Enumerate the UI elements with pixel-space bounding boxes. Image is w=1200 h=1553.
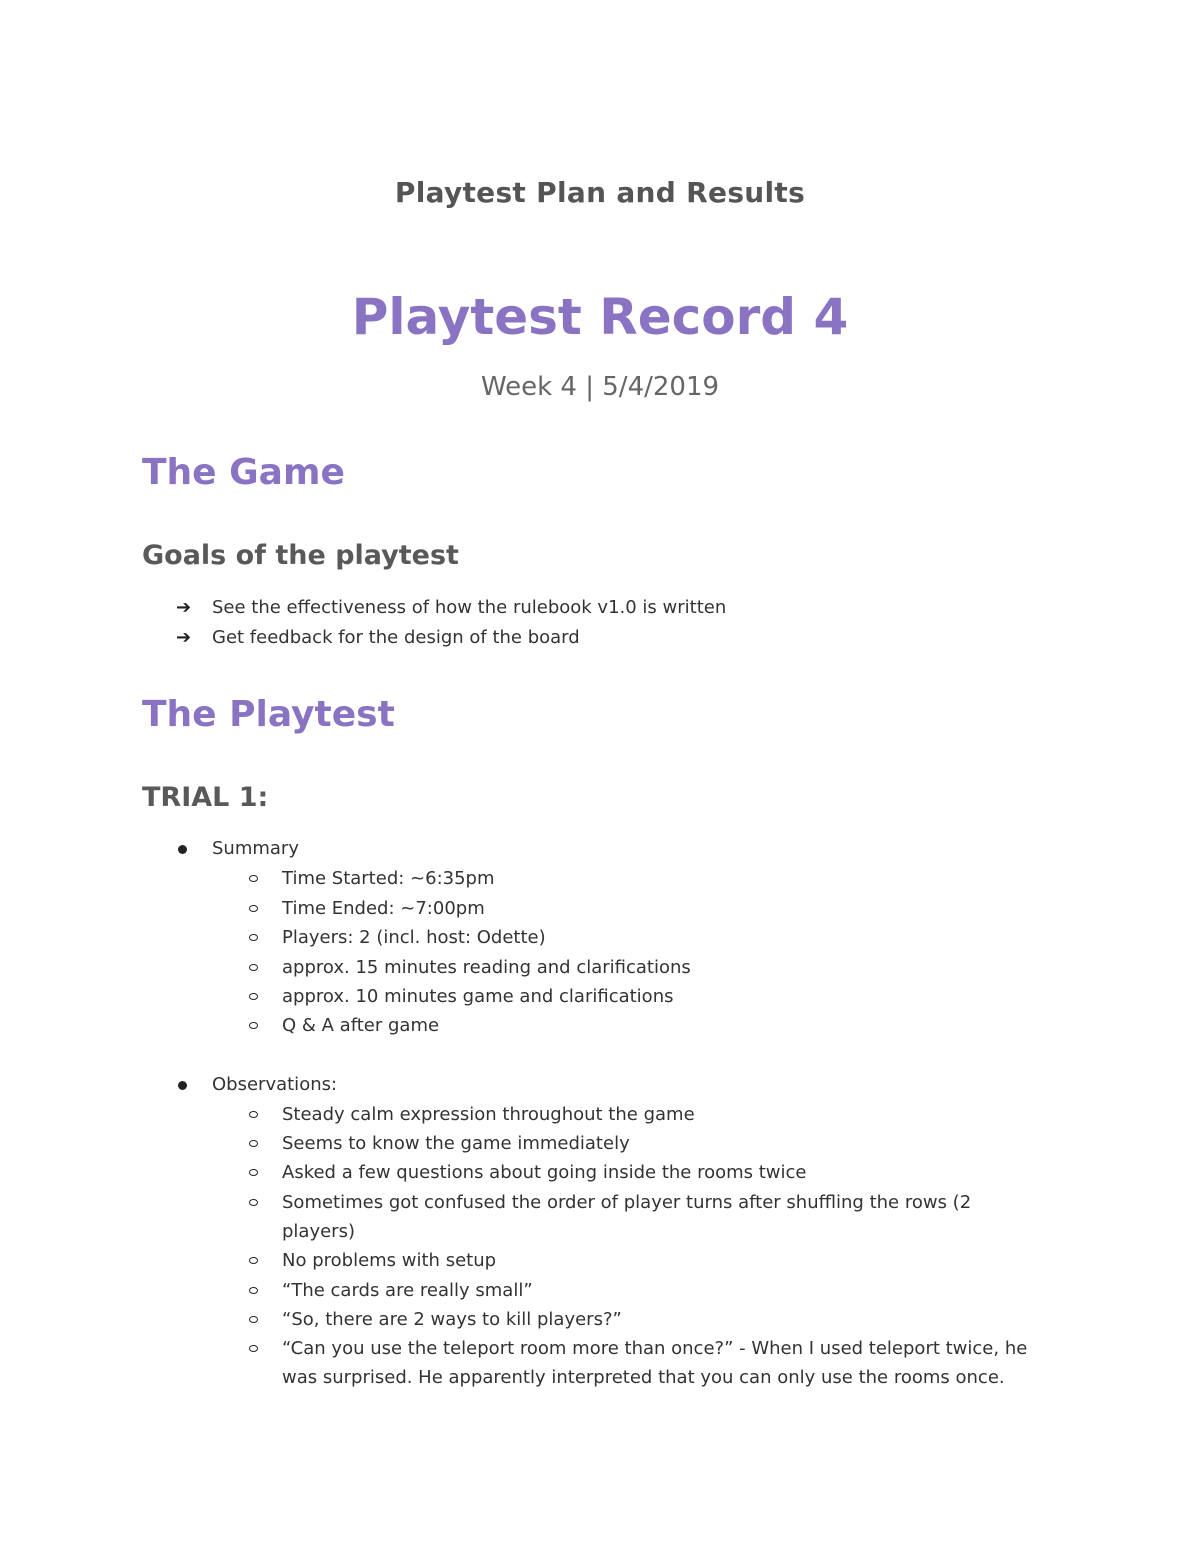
document-title: Playtest Record 4 xyxy=(351,288,849,346)
summary-item: approx. 15 minutes reading and clarifications xyxy=(282,957,691,978)
hollow-circle-bullet-icon xyxy=(249,993,258,1000)
goal-item: See the effectiveness of how the rulebook v1.0 is written xyxy=(212,597,727,618)
observation-item-continuation: was surprised. He apparently interpreted that you can only use the rooms once. xyxy=(282,1367,1005,1388)
filled-bullet-icon xyxy=(178,845,187,854)
hollow-circle-bullet-icon xyxy=(249,1257,258,1264)
hollow-circle-bullet-icon xyxy=(249,1022,258,1029)
hollow-circle-bullet-icon xyxy=(249,1345,258,1352)
observation-item: Sometimes got confused the order of player turns after shuffling the rows (2 xyxy=(282,1192,972,1213)
filled-bullet-icon xyxy=(178,1081,187,1090)
section-heading-game: The Game xyxy=(142,452,345,493)
hollow-circle-bullet-icon xyxy=(249,1316,258,1323)
section-heading-playtest: The Playtest xyxy=(142,694,395,735)
header-title: Playtest Plan and Results xyxy=(394,176,806,209)
arrow-right-icon: ➔ xyxy=(176,597,192,618)
hollow-circle-bullet-icon xyxy=(249,964,258,971)
observations-label: Observations: xyxy=(212,1074,338,1095)
summary-item: Time Ended: ~7:00pm xyxy=(282,898,485,919)
summary-label: Summary xyxy=(212,838,299,859)
observation-item: Seems to know the game immediately xyxy=(282,1133,630,1154)
summary-item: Q & A after game xyxy=(282,1015,440,1036)
trial-heading: TRIAL 1: xyxy=(142,782,269,813)
summary-item: approx. 10 minutes game and clarifications xyxy=(282,986,674,1007)
hollow-circle-bullet-icon xyxy=(249,1140,258,1147)
hollow-circle-bullet-icon xyxy=(249,1169,258,1176)
observation-item-continuation: players) xyxy=(282,1221,355,1242)
hollow-circle-bullet-icon xyxy=(249,1199,258,1206)
observation-item: No problems with setup xyxy=(282,1250,497,1271)
arrow-right-icon: ➔ xyxy=(176,627,192,648)
hollow-circle-bullet-icon xyxy=(249,875,258,882)
summary-item: Time Started: ~6:35pm xyxy=(282,868,495,889)
summary-item: Players: 2 (incl. host: Odette) xyxy=(282,927,546,948)
observation-item: Asked a few questions about going inside the rooms twice xyxy=(282,1162,807,1183)
document-subtitle: Week 4 | 5/4/2019 xyxy=(480,372,720,402)
hollow-circle-bullet-icon xyxy=(249,934,258,941)
goal-item: Get feedback for the design of the board xyxy=(212,627,580,648)
observation-item: “The cards are really small” xyxy=(282,1280,533,1301)
hollow-circle-bullet-icon xyxy=(249,1111,258,1118)
hollow-circle-bullet-icon xyxy=(249,1287,258,1294)
hollow-circle-bullet-icon xyxy=(249,905,258,912)
observation-item: “So, there are 2 ways to kill players?” xyxy=(282,1309,622,1330)
observation-item: Steady calm expression throughout the game xyxy=(282,1104,695,1125)
goals-heading: Goals of the playtest xyxy=(142,540,459,571)
observation-item: “Can you use the teleport room more than once?” - When I used teleport twice, he xyxy=(282,1338,1028,1359)
